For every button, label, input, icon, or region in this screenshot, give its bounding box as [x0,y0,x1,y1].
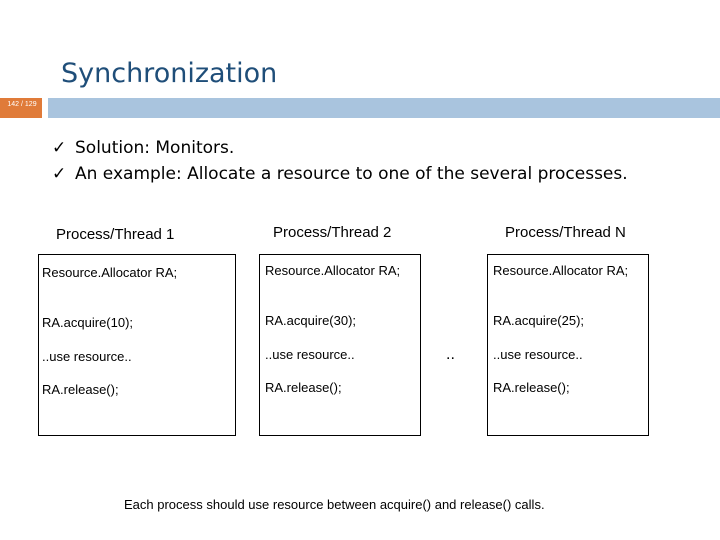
code-line: RA.release(); [42,382,119,397]
code-line: RA.acquire(25); [493,313,585,328]
code-line: Resource.Allocator RA; [493,263,629,278]
process-box-n [487,254,649,436]
code-line: RA.acquire(30); [265,313,357,328]
code-line: ..use resource.. [42,349,132,364]
ellipsis: .. [446,346,455,363]
code-line: ..use resource.. [493,347,583,362]
slide-title: Synchronization [61,58,278,89]
footer-note: Each process should use resource between acquire() and release() calls. [124,497,545,512]
bullet-text: An example: Allocate a resource to one of the several processes. [75,164,628,184]
code-line: RA.release(); [493,380,570,395]
header-bar [48,98,720,118]
column-title-thread-2: Process/Thread 2 [273,224,392,241]
code-line: RA.acquire(10); [42,315,134,330]
code-line: RA.release(); [265,380,342,395]
slide-number: 142 / 129 [7,101,37,108]
process-box-2 [259,254,421,436]
check-icon: ✓ [52,138,67,158]
code-line: Resource.Allocator RA; [265,263,401,278]
process-box-1 [38,254,236,436]
code-line: Resource.Allocator RA; [42,265,178,280]
check-icon: ✓ [52,164,67,184]
column-title-thread-1: Process/Thread 1 [56,226,175,243]
bullet-text: Solution: Monitors. [75,138,235,158]
code-line: ..use resource.. [265,347,355,362]
column-title-thread-n: Process/Thread N [505,224,626,241]
